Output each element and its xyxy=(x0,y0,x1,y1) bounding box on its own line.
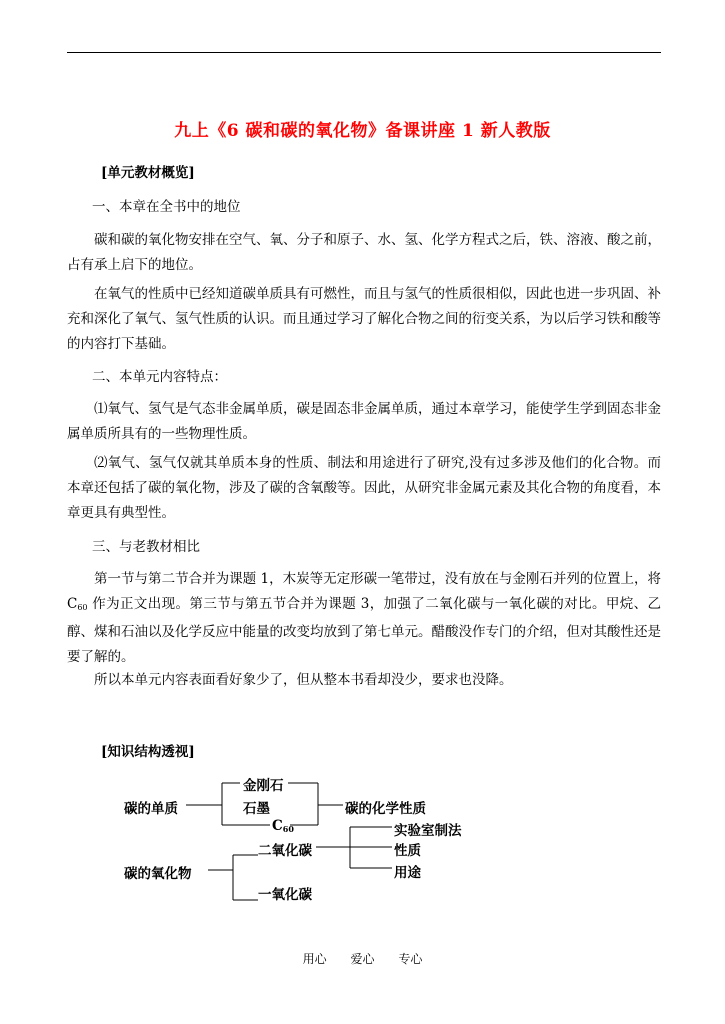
footer-item: 爱心 xyxy=(350,952,375,966)
paragraph-text: 所以本单元内容表面看好象少了，但从整本书看却没少，要求也没降。 xyxy=(94,672,513,688)
node-carbon-element: 碳的单质 xyxy=(124,801,178,817)
page-footer xyxy=(0,950,725,967)
paragraph-text: 在氧气的性质中已经知道碳单质具有可燃性，而且与氢气的性质很相似，因此也进一步巩固、补充和深化了氧气、氢气性质的认识。而且通过学习了解化合物之间的衍变关系，为以后学习铁和酸等的内容打下基础。 xyxy=(67,286,661,352)
node-chemical-properties: 碳的化学性质 xyxy=(345,801,426,817)
paragraph-text: ⑴氧气、氢气是气态非金属单质，碳是固态非金属单质，通过本章学习，能使学生学到固态非金属单质所具有的一些物理性质。 xyxy=(67,401,661,442)
node-carbon-oxides: 碳的氧化物 xyxy=(124,866,192,882)
node-diamond: 金刚石 xyxy=(243,778,284,794)
footer-item: 用心 xyxy=(302,952,327,966)
node-lab-preparation: 实验室制法 xyxy=(394,823,462,839)
subheading-comparison: 三、与老教材相比 xyxy=(92,539,200,555)
subheading-position: 一、本章在全书中的地位 xyxy=(92,199,241,215)
node-uses: 用途 xyxy=(394,865,421,881)
paragraph-text: ⑵氧气、氢气仅就其单质本身的性质、制法和用途进行了研究,没有过多涉及他们的化合物。而本章还包括了碳的氧化物，涉及了碳的含氧酸等。因此，从研究非金属元素及其化合物的角度看，本章更具有典型性。 xyxy=(67,455,661,521)
node-properties: 性质 xyxy=(394,843,421,859)
footer-item: 专心 xyxy=(398,952,423,966)
paragraph-text: 碳和碳的氧化物安排在空气、氧、分子和原子、水、氢、化学方程式之后，铁、溶液、酸之前，占有承上启下的地位。 xyxy=(67,232,661,273)
node-carbon-monoxide: 一氧化碳 xyxy=(258,887,312,903)
node-c60: $C_{60}$ xyxy=(272,818,294,834)
node-graphite: 石墨 xyxy=(243,801,270,817)
page-title: 九上《6 碳和碳的氧化物》备课讲座 1 新人教版 xyxy=(174,121,551,141)
paragraph-text: 第一节与第二节合并为课题 1，木炭等无定形碳一笔带过，没有放在与金刚石并列的位置上，将 $C_{60}$ 作为正文出现。第三节与第五节合并为课题 3，加强了二氧化碳与一氧化碳的对比。甲烷、乙醇、煤和石油以及化学反应中能量的改变均放到了第七单元。醋酸没作专门的介绍，但对其酸性还是要了解的。 xyxy=(67,571,661,665)
section-heading-overview: [单元教材概览] xyxy=(101,165,195,181)
node-carbon-dioxide: 二氧化碳 xyxy=(258,843,312,859)
subheading-features: 二、本单元内容特点： xyxy=(92,369,227,385)
section-heading-structure: [知识结构透视] xyxy=(101,744,195,760)
subscript-60: 60 xyxy=(77,603,88,612)
